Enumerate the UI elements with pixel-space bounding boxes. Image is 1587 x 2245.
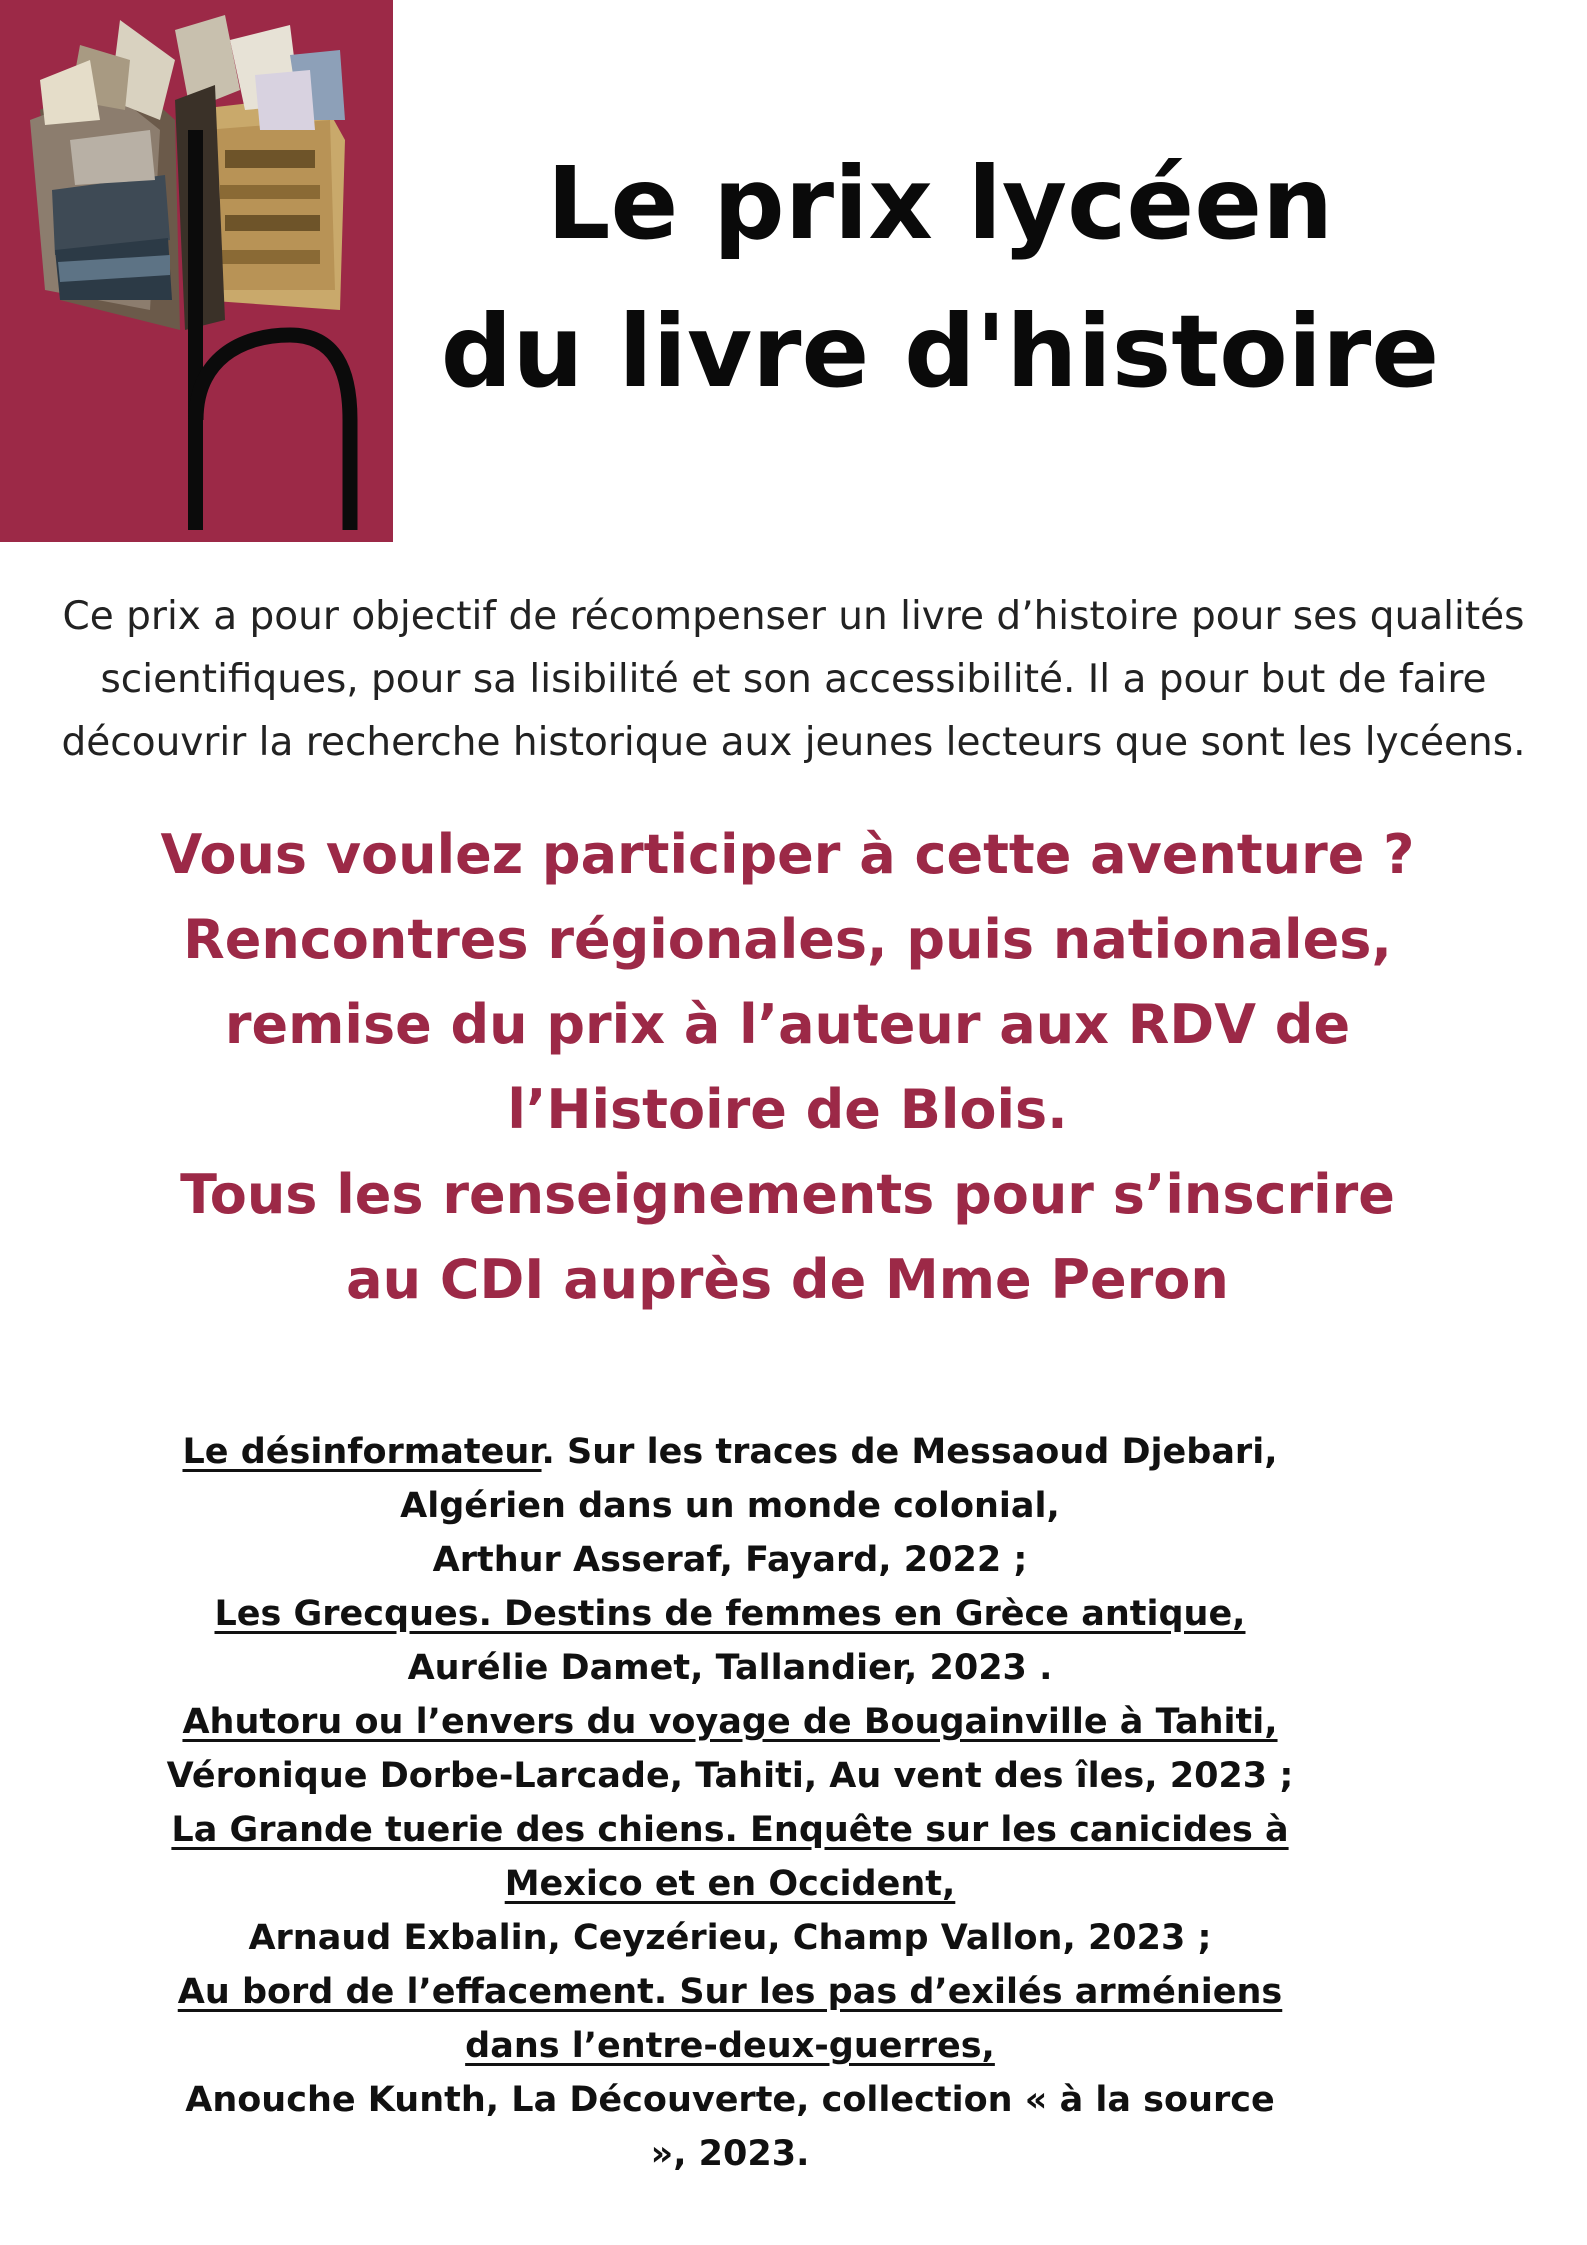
- cta-line-3: remise du prix à l’auteur aux RDV de: [224, 993, 1351, 1056]
- book-details: Algérien dans un monde colonial,: [400, 1486, 1060, 1526]
- title-line-1: Le prix lycéen: [546, 145, 1334, 262]
- title-line-2: du livre d'histoire: [440, 293, 1440, 410]
- book-details: . Sur les traces de Messaoud Djebari,: [541, 1432, 1278, 1472]
- call-to-action: [90, 812, 1485, 1322]
- intro-paragraph: [0, 585, 1587, 774]
- intro-line-3: découvrir la recherche historique aux jeunes lecteurs que sont les lycéens.: [61, 720, 1526, 765]
- book-entry: [150, 1587, 1310, 1695]
- book-entry: [150, 1965, 1310, 2181]
- book-details: Véronique Dorbe-Larcade, Tahiti, Au vent des îles, 2023 ;: [166, 1756, 1294, 1796]
- logo: [0, 0, 393, 542]
- intro-line-1: Ce prix a pour objectif de récompenser un livre d’histoire pour ses qualités: [62, 594, 1525, 639]
- book-title: dans l’entre-deux-guerres,: [465, 2026, 995, 2066]
- book-title: Le désinformateur: [182, 1432, 542, 1472]
- book-line: [150, 1425, 1310, 1479]
- cta-line-2: Rencontres régionales, puis nationales,: [183, 908, 1392, 971]
- cta-line-5: Tous les renseignements pour s’inscrire: [180, 1163, 1395, 1226]
- book-title: Les Grecques. Destins de femmes en Grèce antique,: [214, 1594, 1246, 1634]
- book-title: La Grande tuerie des chiens. Enquête sur les canicides à: [171, 1810, 1289, 1850]
- book-entry: [150, 1695, 1310, 1803]
- logo-illustration: [0, 0, 393, 542]
- cta-line-6: au CDI auprès de Mme Peron: [346, 1248, 1229, 1311]
- book-title: Au bord de l’effacement. Sur les pas d’exilés arméniens: [177, 1972, 1283, 2012]
- book-details: Anouche Kunth, La Découverte, collection « à la source: [185, 2080, 1275, 2120]
- cta-line-4: l’Histoire de Blois.: [507, 1078, 1068, 1141]
- book-details: », 2023.: [650, 2134, 810, 2174]
- intro-line-2: scientifiques, pour sa lisibilité et son accessibilité. Il a pour but de faire: [100, 657, 1487, 702]
- book-list: [150, 1425, 1310, 2181]
- book-entry: [150, 1803, 1310, 1965]
- book-details: Arnaud Exbalin, Ceyzérieu, Champ Vallon, 2023 ;: [248, 1918, 1212, 1958]
- book-title: Mexico et en Occident,: [504, 1864, 956, 1904]
- book-title: Ahutoru ou l’envers du voyage de Bougainville à Tahiti,: [182, 1702, 1278, 1742]
- book-details: Arthur Asseraf, Fayard, 2022 ;: [432, 1540, 1028, 1580]
- book-entry: [150, 1425, 1310, 1587]
- book-details: Aurélie Damet, Tallandier, 2023 .: [407, 1648, 1053, 1688]
- page-title: [420, 130, 1460, 426]
- cta-line-1: Vous voulez participer à cette aventure ?: [160, 823, 1415, 886]
